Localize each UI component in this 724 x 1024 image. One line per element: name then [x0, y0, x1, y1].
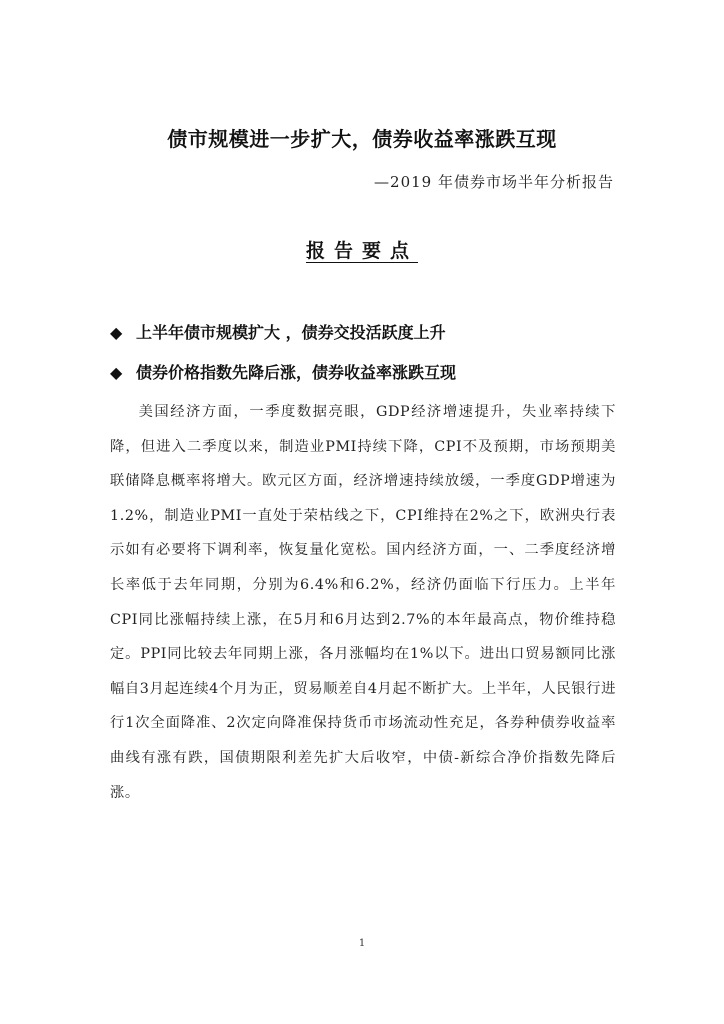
key-point — [110, 360, 456, 383]
diamond-bullet-icon: ◆ — [110, 363, 123, 382]
page-number: 1 — [358, 938, 366, 949]
key-point — [110, 320, 446, 343]
section-heading: 报告要点 — [305, 240, 418, 262]
key-point-text: 债券价格指数先降后涨，债券收益率涨跌互现 — [136, 363, 457, 382]
body-paragraph: 美国经济方面，一季度数据亮眼，GDP经济增速提升，失业率持续下降，但进入二季度以来，制造业PMI持续下降，CPI不及预期，市场预期美联储降息概率将增大。欧元区方面，经济增速持续放缓，一季度GDP增速为1.2%，制造业PMI一直处于荣枯线之下，CPI维持在2%之下，欧洲央行表示如有必要将下调利率，恢复量化宽松。国内经济方面，一、二季度经济增长率低于去年同期，分别为6.4%和6.2%，经济仍面临下行压力。上半年CPI同比涨幅持续上涨，在5月和6月达到2.7%的本年最高点，物价维持稳定。PPI同比较去年同期上涨，各月涨幅均在1%以下。进出口贸易额同比涨幅自3月起连续4个月为正，贸易顺差自4月起不断扩大。上半年，人民银行进行1次全面降准、2次定向降准保持货币市场流动性充足，各券种债券收益率曲线有涨有跌，国债期限利差先扩大后收窄，中债-新综合净价指数先降后涨。 — [110, 404, 616, 801]
document-title: 债市规模进一步扩大，债券收益率涨跌互现 — [167, 127, 557, 151]
diamond-bullet-icon: ◆ — [110, 323, 123, 342]
key-point-text: 上半年债市规模扩大 ，债券交投活跃度上升 — [136, 323, 446, 342]
document-subtitle: —2019 年债券市场半年分析报告 — [374, 173, 614, 191]
